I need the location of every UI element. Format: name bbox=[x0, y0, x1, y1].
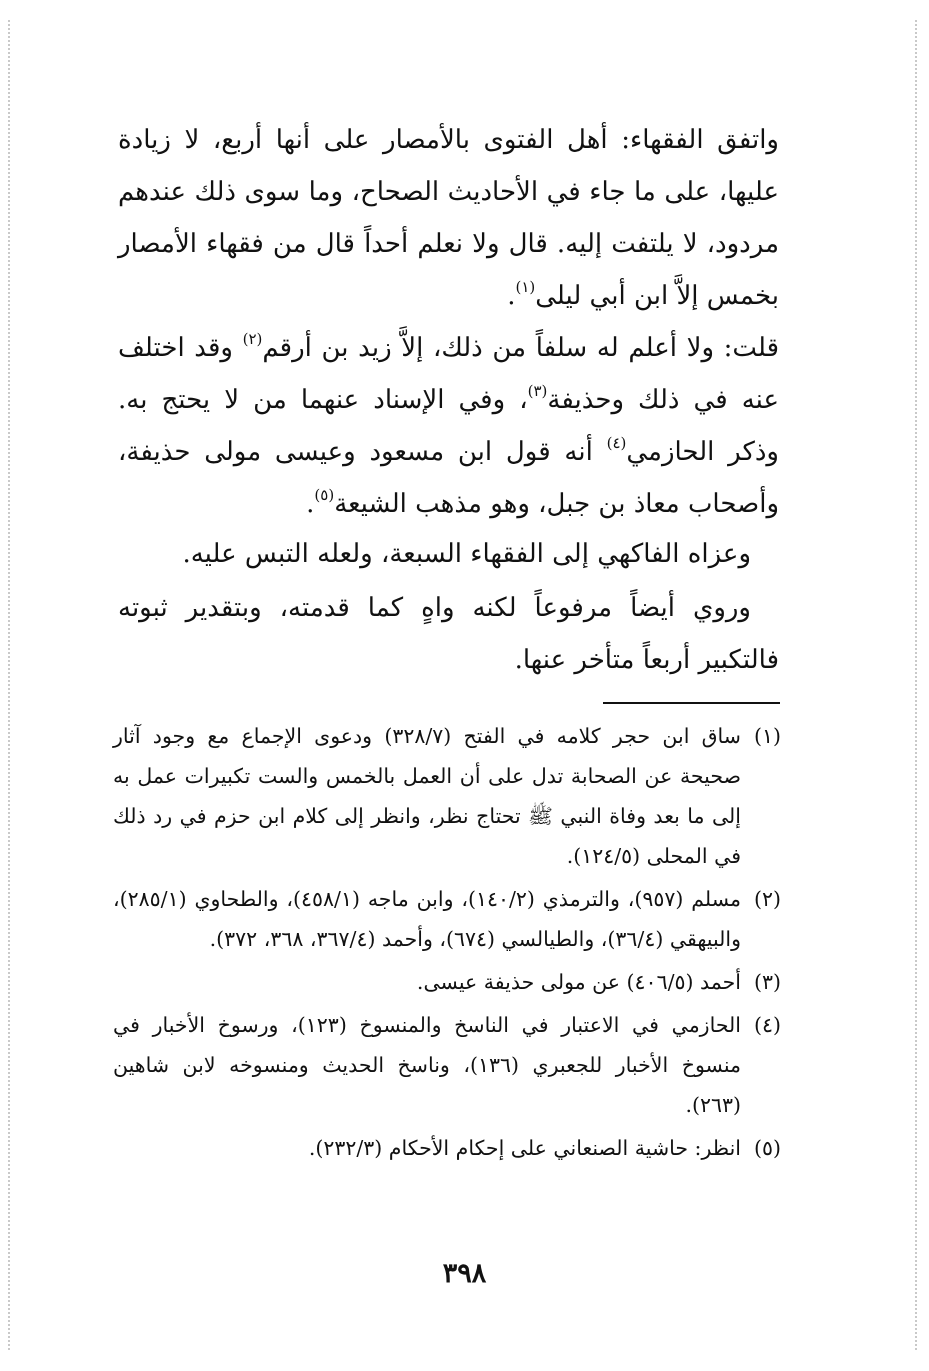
footnote-ref-2[interactable]: (٢) bbox=[242, 330, 263, 348]
footnote-number: (٥) bbox=[753, 1136, 781, 1160]
paragraph-end: . bbox=[306, 489, 315, 519]
footnote-text: ساق ابن حجر كلامه في الفتح (٣٢٨/٧) ودعوى الإجماع مع وجود آثار صحيحة عن الصحابة تدل على أن العمل بالخمس والست تكبيرات عمل به إلى ما بعد وفاة النبي ﷺ تحتاج نظر، وانظر إلى كلام ابن حزم في رد ذلك في المحلى (١٢٤/٥). bbox=[113, 724, 741, 868]
footnote-ref-1[interactable]: (١) bbox=[515, 278, 536, 296]
footnote-4 bbox=[113, 1005, 781, 1125]
footnote-text: الحازمي في الاعتبار في الناسخ والمنسوخ (١٢٣)، ورسوخ الأخبار في منسوخ الأخبار للجعبري (١٣٦)، وناسخ الحديث ومنسوخه لابن شاهين (٢٦٣). bbox=[113, 1013, 741, 1117]
footnote-number: (٤) bbox=[753, 1013, 781, 1037]
paragraph-end: . bbox=[507, 281, 516, 311]
paragraph-text: وروي أيضاً مرفوعاً لكنه واهٍ كما قدمته، وبتقدير ثبوته فالتكبير أربعاً متأخر عنها. bbox=[118, 593, 779, 675]
footnote-number: (٢) bbox=[753, 887, 781, 911]
footnote-ref-5[interactable]: (٥) bbox=[314, 486, 335, 504]
footnote-number: (٣) bbox=[753, 970, 781, 994]
main-paragraph-4 bbox=[118, 582, 779, 686]
footnote-3 bbox=[113, 962, 781, 1002]
page-number: ٣٩٨ bbox=[442, 1258, 487, 1289]
footnote-5 bbox=[113, 1128, 781, 1168]
footnote-text: مسلم (٩٥٧)، والترمذي (١٤٠/٢)، وابن ماجه (٤٥٨/١)، والطحاوي (٢٨٥/١)، والبيهقي (٣٦/٤)، والطيالسي (٦٧٤)، وأحمد (٣٦٧/٤، ٣٦٨، ٣٧٢). bbox=[113, 887, 741, 951]
paragraph-text-d: أنه قول ابن مسعود وعيسى مولى حذيفة، وأصحاب معاذ بن جبل، وهو مذهب الشيعة bbox=[118, 437, 779, 519]
footnote-1 bbox=[113, 716, 781, 876]
footnote-number: (١) bbox=[753, 724, 781, 748]
paragraph-text-a: قلت: ولا أعلم له سلفاً من ذلك، إلاَّ زيد بن أرقم bbox=[262, 333, 779, 363]
paragraph-text-b: وقد اختلف عنه في ذلك وحذيفة bbox=[118, 333, 779, 415]
footnote-ref-4[interactable]: (٤) bbox=[606, 434, 627, 452]
main-paragraph-1 bbox=[118, 114, 779, 322]
paragraph-text: وعزاه الفاكهي إلى الفقهاء السبعة، ولعله التبس عليه. bbox=[182, 539, 751, 569]
paragraph-text-c: ، وفي الإسناد عنهما من لا يحتج به. وذكر الحازمي bbox=[118, 385, 779, 467]
main-paragraph-3 bbox=[118, 528, 779, 580]
footnote-ref-3[interactable]: (٣) bbox=[527, 382, 548, 400]
footnote-text: أحمد (٤٠٦/٥) عن مولى حذيفة عيسى. bbox=[416, 970, 741, 994]
main-paragraph-2 bbox=[118, 322, 779, 530]
paragraph-text: واتفق الفقهاء: أهل الفتوى بالأمصار على أنها أربع، لا زيادة عليها، على ما جاء في الأحاديث الصحاح، وما سوى ذلك عندهم مردود، لا يلتفت إليه. قال ولا نعلم أحداً قال من فقهاء الأمصار بخمس إلاَّ ابن أبي ليلى bbox=[118, 125, 779, 311]
footnote-2 bbox=[113, 879, 781, 959]
footnotes bbox=[113, 716, 781, 1171]
footnote-text: انظر: حاشية الصنعاني على إحكام الأحكام (٢٣٢/٣). bbox=[308, 1136, 741, 1160]
footnote-separator bbox=[603, 702, 780, 704]
scan-edge-right bbox=[915, 20, 917, 1350]
scan-edge-left bbox=[8, 20, 10, 1350]
